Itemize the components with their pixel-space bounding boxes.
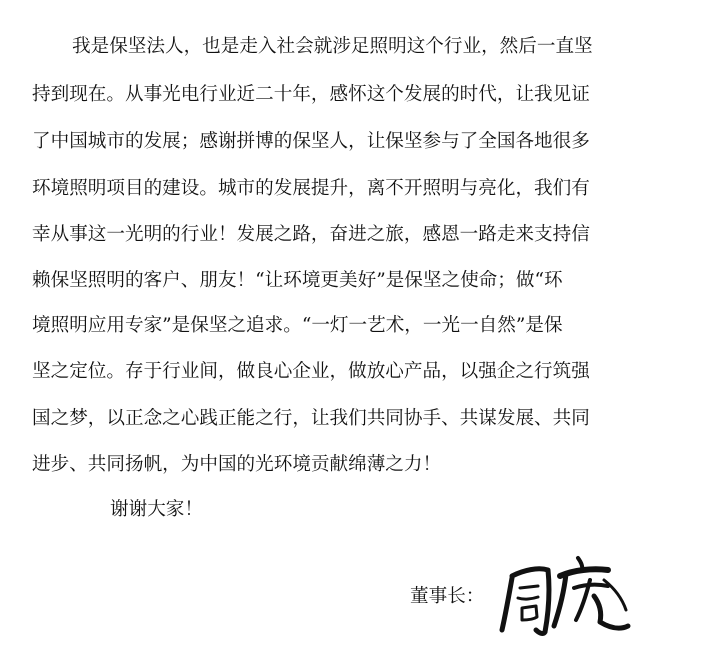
- letter-line-9: 国之梦，以正念之心践正能之行，让我们共同协手、共谋发展、共同: [32, 408, 590, 429]
- letter-line-1: 我是保坚法人，也是走入社会就涉足照明这个行业，然后一直坚: [72, 36, 593, 57]
- letter-line-8: 坚之定位。存于行业间，做良心企业，做放心产品，以强企之行筑强: [32, 361, 590, 382]
- letter-line-5: 幸从事这一光明的行业！发展之路，奋进之旅，感恩一路走来支持信: [32, 224, 590, 245]
- closing-thanks: 谢谢大家！: [110, 499, 203, 520]
- chairman-label: 董事长：: [410, 586, 485, 607]
- letter-line-3: 了中国城市的发展；感谢拼博的保坚人，让保坚参与了全国各地很多: [32, 131, 590, 152]
- letter-line-4: 环境照明项目的建设。城市的发展提升，离不开照明与亮化，我们有: [32, 178, 590, 199]
- letter-line-7: 境照明应用专家”是保坚之追求。“一灯一艺术，一光一自然”是保: [32, 315, 563, 336]
- letter-line-6: 赖保坚照明的客户、朋友！“让环境更美好”是保坚之使命；做“环: [32, 270, 563, 291]
- letter-line-2: 持到现在。从事光电行业近二十年，感怀这个发展的时代，让我见证: [32, 84, 590, 105]
- handwritten-signature: [482, 540, 642, 640]
- letter-line-10: 进步、共同扬帆，为中国的光环境贡献绵薄之力！: [32, 454, 442, 475]
